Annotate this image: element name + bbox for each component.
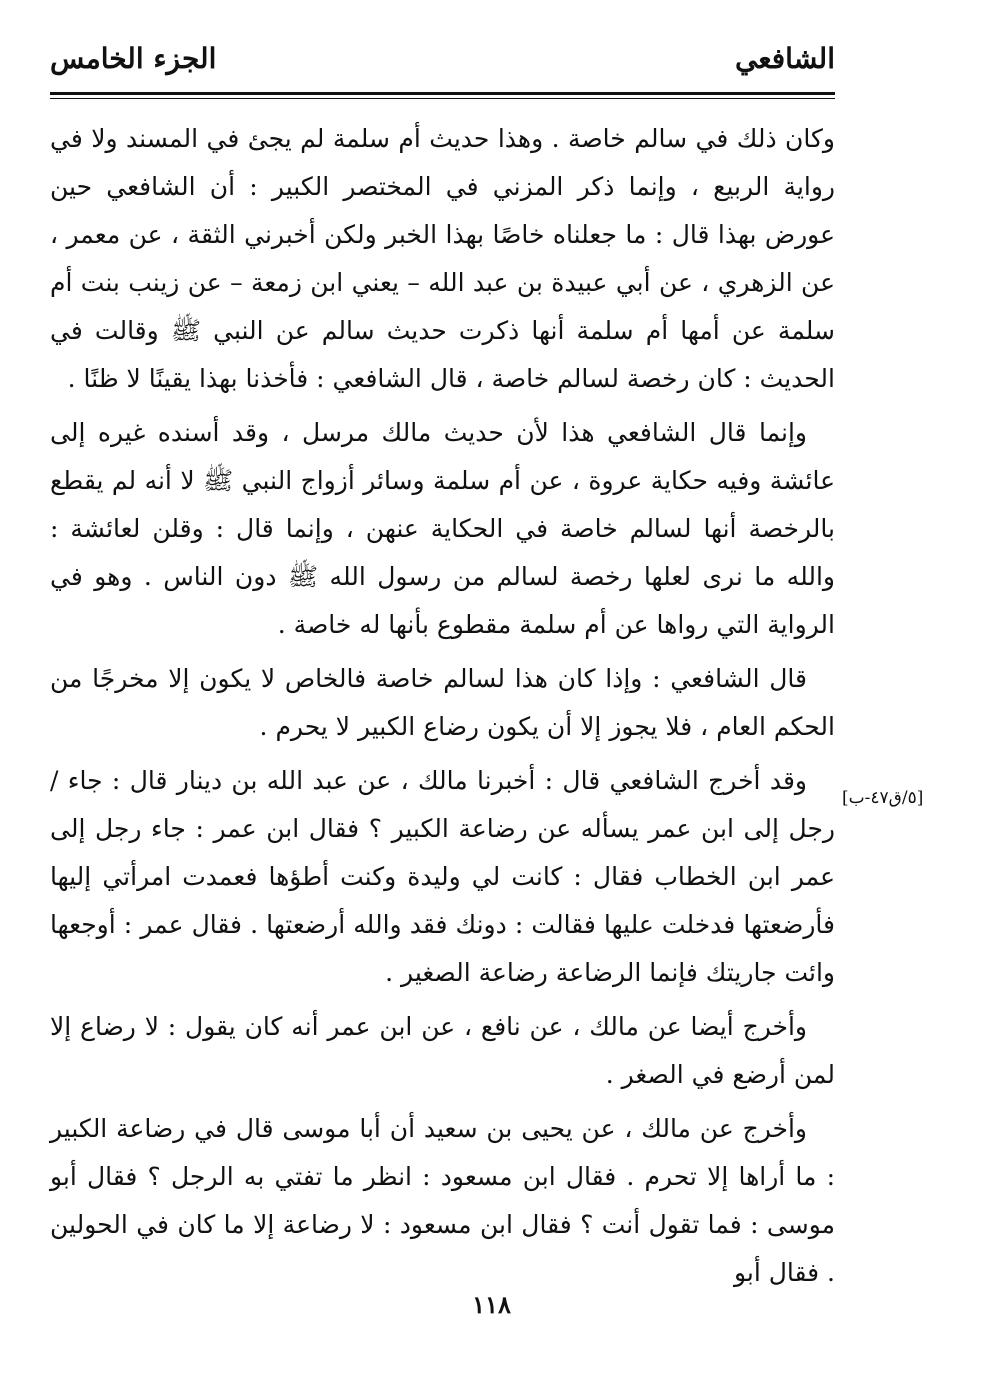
manuscript-folio-note: [٥/ق٤٧-ب] [842, 788, 924, 808]
header-rule-thick [50, 92, 835, 95]
header-volume: الجزء الخامس [50, 42, 217, 75]
page-number: ١١٨ [472, 1290, 511, 1319]
body-text [50, 115, 835, 1303]
paragraph: وإنما قال الشافعي هذا لأن حديث مالك مرسل ، وقد أسنده غيره إلى عائشة وفيه حكاية عروة ، عن أم سلمة وسائر أزواج النبي ﷺ لا أنه لم يقطع بالرخصة أنها لسالم خاصة في الحكاية عنهن ، وإنما قال : وقلن لعائشة : والله ما نرى لعلها رخصة لسالم من رسول الله ﷺ دون الناس . وهو في الرواية التي رواها عن أم سلمة مقطوع بأنها له خاصة . [50, 418, 835, 639]
paragraph: وكان ذلك في سالم خاصة . وهذا حديث أم سلمة لم يجئ في المسند ولا في رواية الربيع ، وإنما ذكر المزني في المختصر الكبير : أن الشافعي حين عورض بهذا قال : ما جعلناه خاصًا بهذا الخبر ولكن أخبرني الثقة ، عن معمر ، عن الزهري ، عن أبي عبيدة بن عبد الله – يعني ابن زمعة – عن زينب بنت أم سلمة عن أمها أم سلمة أنها ذكرت حديث سالم عن النبي ﷺ وقالت في الحديث : كان رخصة لسالم خاصة ، قال الشافعي : فأخذنا بهذا يقينًا لا ظنًا . [50, 124, 836, 393]
paragraph: قال الشافعي : وإذا كان هذا لسالم خاصة فالخاص لا يكون إلا مخرجًا من الحكم العام ، فلا يجوز إلا أن يكون رضاع الكبير لا يحرم . [50, 664, 835, 741]
paragraph: وأخرج أيضا عن مالك ، عن نافع ، عن ابن عمر أنه كان يقول : لا رضاع إلا لمن أرضع في الصغر . [50, 1012, 835, 1089]
paragraph: وأخرج عن مالك ، عن يحيى بن سعيد أن أبا موسى قال في رضاعة الكبير : ما أراها إلا تحرم . فقال ابن مسعود : انظر ما تفتي به الرجل ؟ فقال أبو موسى : فما تقول أنت ؟ فقال ابن مسعود : لا رضاعة إلا ما كان في الحولين . فقال أبو [50, 1114, 835, 1287]
paragraph: وقد أخرج الشافعي قال : أخبرنا مالك ، عن عبد الله بن دينار قال : جاء / رجل إلى ابن عمر يسأله عن رضاعة الكبير ؟ فقال ابن عمر : جاء رجل إلى عمر ابن الخطاب فقال : كانت لي وليدة وكنت أطؤها فعمدت امرأتي إليها فأرضعتها فدخلت عليها فقالت : دونك فقد والله أرضعتها . فقال عمر : أوجعها وائت جاريتك فإنما الرضاعة رضاعة الصغير . [50, 766, 835, 987]
header-rule-thin [50, 98, 835, 99]
running-header [50, 42, 835, 90]
header-title: الشافعي [734, 42, 835, 75]
